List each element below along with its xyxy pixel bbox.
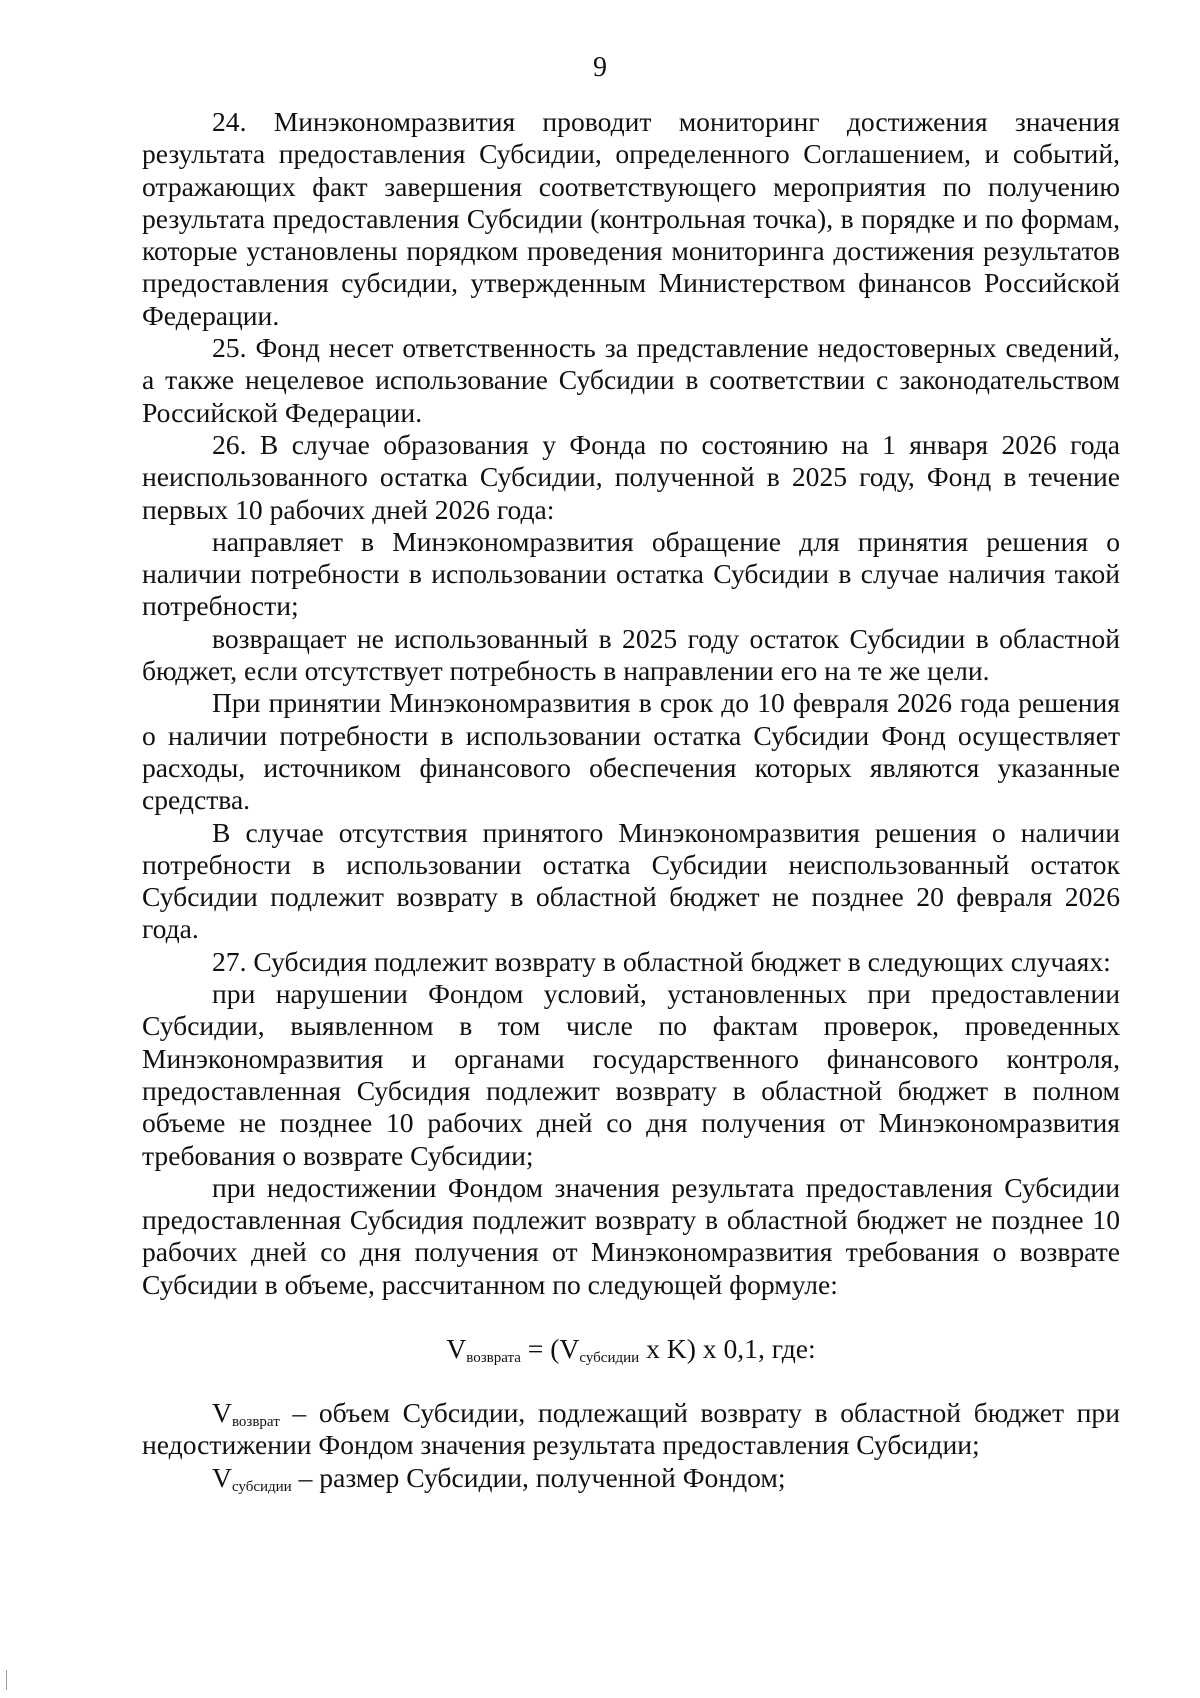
formula-v: V (446, 1332, 467, 1364)
paragraph-27: 27. Субсидия подлежит возврату в областной бюджет в следующих случаях: (212, 945, 1111, 977)
formula-v2: V (559, 1332, 580, 1364)
return-formula (142, 1333, 1120, 1365)
formula-sub-return: возврата (466, 1349, 521, 1366)
definition-subscript: субсидии (231, 1478, 292, 1495)
paragraph-26: 26. В случае образования у Фонда по состоянию на 1 января 2026 года неиспользованного остатка Субсидии, полученной в 2025 году, Фонд в течение первых 10 рабочих дней 2026 года: (142, 428, 1120, 525)
definition-text: – объем Субсидии, подлежащий возврату в областной бюджет при недостижении Фондом значения результата предоставления Субсидии; (142, 1396, 1120, 1461)
formula-rest: x K) x 0,1, где: (639, 1332, 816, 1364)
definition-symbol: V (212, 1461, 232, 1493)
paragraph-26-item-1: направляет в Минэкономразвития обращение для принятия решения о наличии потребности в использовании остатка Субсидии в случае наличия такой потребности; (142, 525, 1120, 622)
definition-subscript: возврат (231, 1413, 280, 1430)
formula-sub-subsidy: субсидии (579, 1349, 640, 1366)
paragraph-24: 24. Минэкономразвития проводит мониторинг достижения значения результата предоставления Субсидии, определенного Соглашением, и событий, отражающих факт завершения соответствующего мероприятия по получению результата предоставления Субсидии (контрольная точка), в порядке и по формам, которые установлены порядком проведения мониторинга достижения результатов предоставления субсидии, утвержденным Министерством финансов Российской Федерации. (142, 106, 1120, 331)
paragraph-25: 25. Фонд несет ответственность за представление недостоверных сведений, а также нецелевое использование Субсидии в соответствии с законодательством Российской Федерации. (142, 332, 1120, 428)
paragraph-27-item-1: при нарушении Фондом условий, установленных при предоставлении Субсидии, выявленном в том числе по фактам проверок, проведенных Минэкономразвития и органами государственного финансового контроля, предоставленная Субсидия подлежит возврату в областной бюджет в полном объеме не позднее 10 рабочих дней со дня получения от Минэкономразвития требования о возврате Субсидии; (142, 978, 1120, 1171)
definition-v-subsidy (142, 1462, 1120, 1494)
scan-edge-mark (6, 1670, 7, 1690)
formula-eq: = ( (520, 1332, 560, 1364)
definition-v-return (142, 1397, 1120, 1462)
paragraph-26-no-decision: В случае отсутствия принятого Минэкономразвития решения о наличии потребности в использовании остатка Субсидии неиспользованный остаток Субсидии подлежит возврату в областной бюджет не позднее 20 февраля 2026 года. (142, 816, 1120, 945)
definition-text: – размер Субсидии, полученной Фондом; (291, 1461, 786, 1493)
page-number: 9 (593, 52, 607, 83)
definition-symbol: V (212, 1396, 232, 1428)
paragraph-26-item-2: возвращает не использованный в 2025 году остаток Субсидии в областной бюджет, если отсутствует потребность в направлении его на те же цели. (142, 622, 1120, 687)
paragraph-26-decision: При принятии Минэкономразвития в срок до 10 февраля 2026 года решения о наличии потребности в использовании остатка Субсидии Фонд осуществляет расходы, источником финансового обеспечения которых являются указанные средства. (142, 687, 1120, 816)
document-body (142, 106, 1120, 1494)
paragraph-27-item-2: при недостижении Фондом значения результата предоставления Субсидии предоставленная Субсидия подлежит возврату в областной бюджет не позднее 10 рабочих дней со дня получения от Минэкономразвития требования о возврате Субсидии в объеме, рассчитанном по следующей формуле: (142, 1171, 1120, 1300)
